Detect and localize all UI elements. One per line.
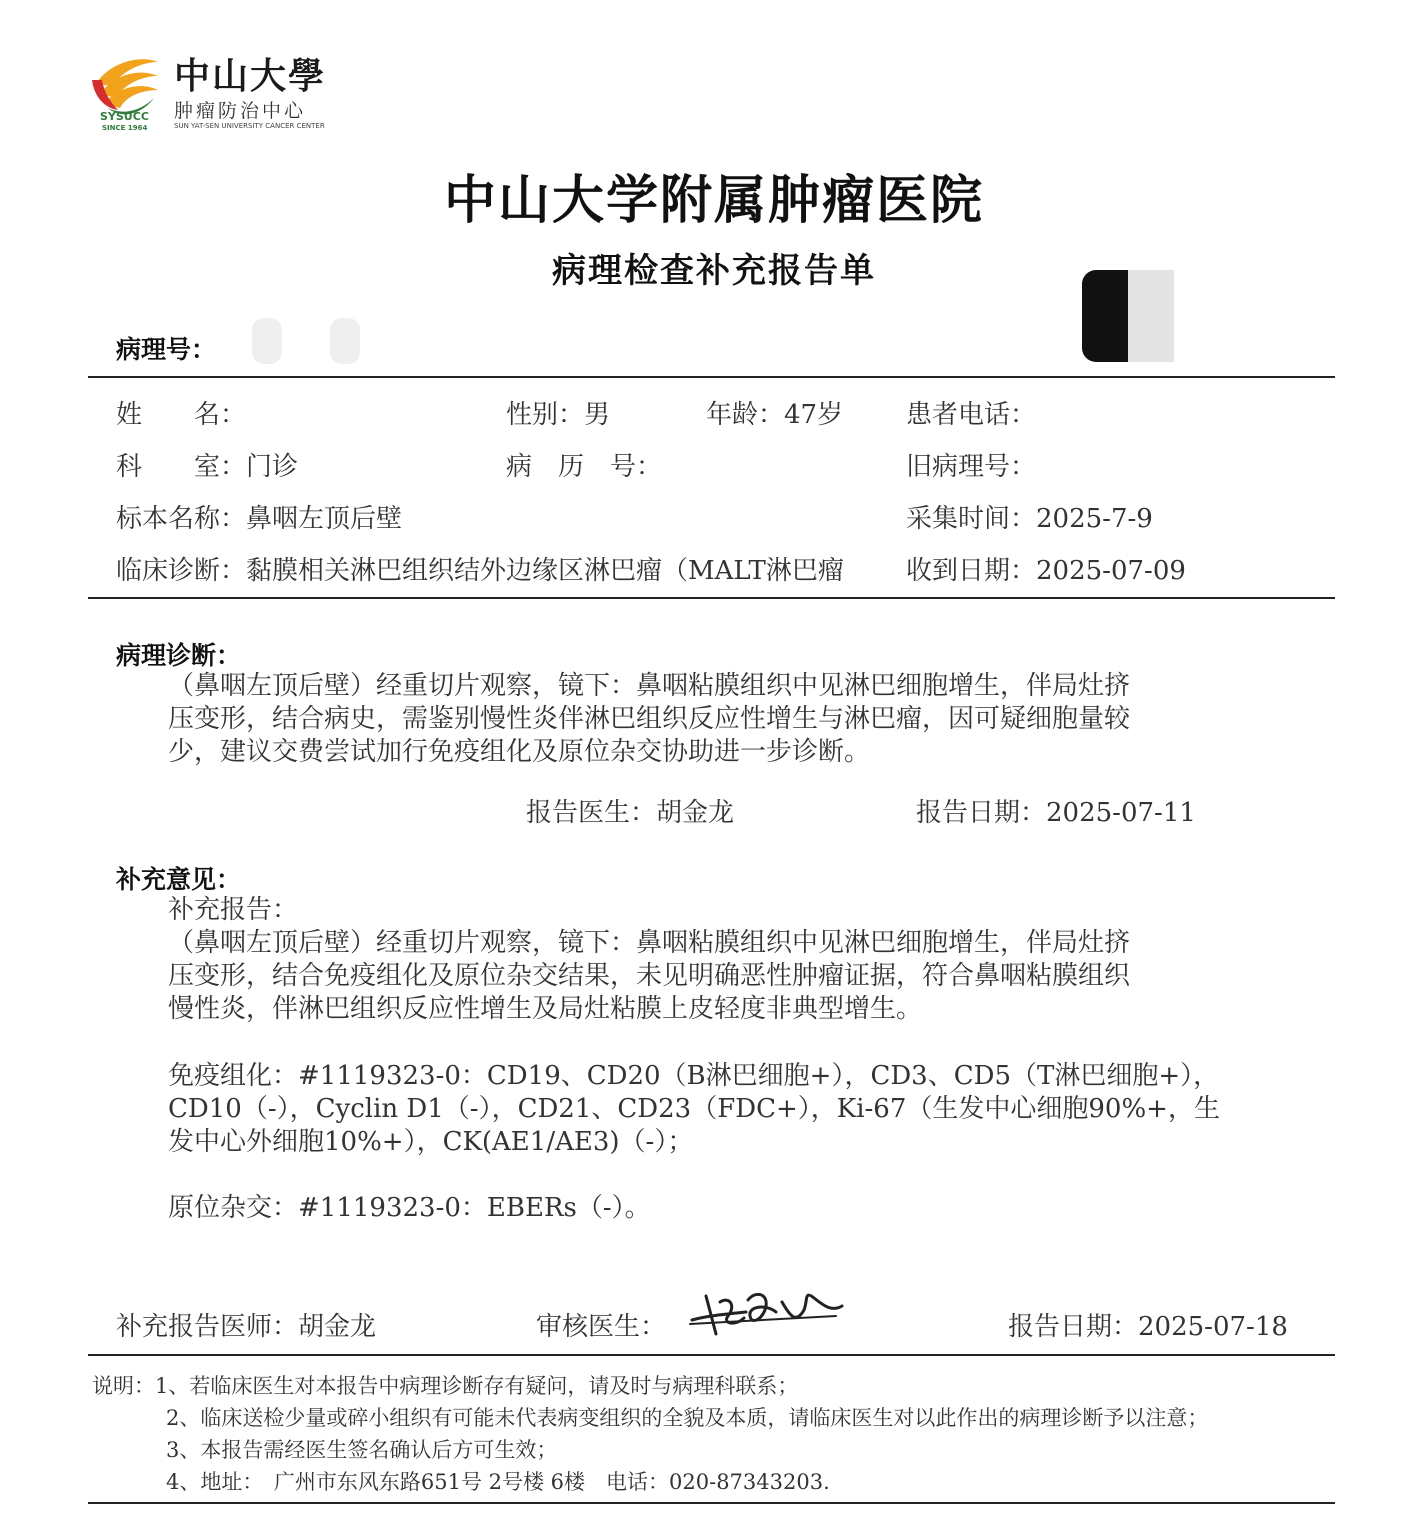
note-line: 4、地址： 广州市东风东路651号 2号楼 6楼 电话：020-87343203. bbox=[166, 1470, 830, 1494]
reviewer-label: 审核医生： bbox=[536, 1312, 667, 1342]
department: 科 室：门诊 bbox=[116, 452, 299, 482]
supplement-line: （鼻咽左顶后壁）经重切片观察，镜下：鼻咽粘膜组织中见淋巴细胞增生，伴局灶挤 bbox=[168, 928, 1131, 958]
ihc-line: 发中心外细胞10%+），CK(AE1/AE3)（-）； bbox=[168, 1127, 694, 1157]
record-no-label: 病 历 号： bbox=[506, 452, 663, 482]
logo-abbr: SYSUCC bbox=[100, 110, 149, 123]
logo-name-en: SUN YAT-SEN UNIVERSITY CANCER CENTER bbox=[174, 122, 325, 130]
diagnosis-line: 少，建议交费尝试加行免疫组化及原位杂交协助进一步诊断。 bbox=[168, 737, 871, 767]
divider bbox=[88, 1354, 1335, 1356]
note-line: 2、临床送检少量或碎小组织有可能未代表病变组织的全貌及本质，请临床医生对以此作出的病理诊断予以注意； bbox=[166, 1406, 1209, 1430]
divider bbox=[88, 1502, 1335, 1504]
patient-gender: 性别：男 bbox=[506, 400, 611, 430]
old-pathology-no-label: 旧病理号： bbox=[906, 452, 1037, 482]
supplement-date: 报告日期：2025-07-18 bbox=[1008, 1312, 1288, 1342]
receive-date: 收到日期：2025-07-09 bbox=[906, 556, 1186, 586]
patient-age: 年龄：47岁 bbox=[706, 400, 844, 430]
supplement-line: 慢性炎，伴淋巴组织反应性增生及局灶粘膜上皮轻度非典型增生。 bbox=[168, 994, 923, 1024]
handwritten-signature bbox=[686, 1276, 846, 1340]
ish-result: 原位杂交：#1119323-0：EBERs（-）。 bbox=[168, 1193, 651, 1223]
hospital-title: 中山大学附属肿瘤医院 bbox=[443, 171, 984, 231]
divider bbox=[88, 597, 1335, 599]
patient-name-label: 姓 名： bbox=[116, 400, 247, 430]
patient-phone-label: 患者电话： bbox=[906, 400, 1037, 430]
supplement-line: 压变形，结合免疫组化及原位杂交结果，未见明确恶性肿瘤证据，符合鼻咽粘膜组织 bbox=[168, 961, 1131, 991]
ihc-line: 免疫组化：#1119323-0：CD19、CD20（B淋巴细胞+），CD3、CD5（T淋巴细胞+）， bbox=[168, 1061, 1220, 1091]
redacted-pathology-no bbox=[330, 318, 360, 364]
diagnosis-heading: 病理诊断： bbox=[116, 641, 242, 670]
pathology-no-label: 病理号： bbox=[116, 335, 217, 364]
divider bbox=[88, 376, 1335, 378]
logo-name-cn: 中山大學 bbox=[174, 55, 327, 97]
logo-since: SINCE 1964 bbox=[102, 124, 148, 132]
ihc-line: CD10（-），Cyclin D1（-），CD21、CD23（FDC+），Ki-67（生发中心细胞90%+，生 bbox=[168, 1094, 1220, 1124]
supplement-doctor: 补充报告医师：胡金龙 bbox=[116, 1312, 377, 1342]
collect-time: 采集时间：2025-7-9 bbox=[906, 504, 1153, 534]
redacted-barcode bbox=[1082, 270, 1128, 362]
diagnosis-doctor: 报告医生：胡金龙 bbox=[526, 798, 735, 828]
diagnosis-line: （鼻咽左顶后壁）经重切片观察，镜下：鼻咽粘膜组织中见淋巴细胞增生，伴局灶挤 bbox=[168, 671, 1131, 701]
note-line: 3、本报告需经医生签名确认后方可生效； bbox=[166, 1438, 558, 1462]
logo-center-cn: 肿瘤防治中心 bbox=[174, 100, 307, 122]
redacted-barcode-blur bbox=[1128, 270, 1174, 362]
redacted-pathology-no bbox=[252, 318, 282, 364]
diagnosis-date: 报告日期：2025-07-11 bbox=[916, 798, 1196, 828]
report-title: 病理检查补充报告单 bbox=[552, 251, 876, 291]
note-line: 说明：1、若临床医生对本报告中病理诊断存有疑问，请及时与病理科联系； bbox=[92, 1374, 799, 1398]
supplement-heading: 补充意见： bbox=[116, 865, 242, 894]
clinical-diagnosis: 临床诊断：黏膜相关淋巴组织结外边缘区淋巴瘤（MALT淋巴瘤 bbox=[116, 556, 844, 586]
specimen-name: 标本名称：鼻咽左顶后壁 bbox=[116, 504, 403, 534]
supplement-sub: 补充报告： bbox=[168, 895, 299, 925]
diagnosis-line: 压变形，结合病史，需鉴别慢性炎伴淋巴组织反应性增生与淋巴瘤，因可疑细胞量较 bbox=[168, 704, 1131, 734]
